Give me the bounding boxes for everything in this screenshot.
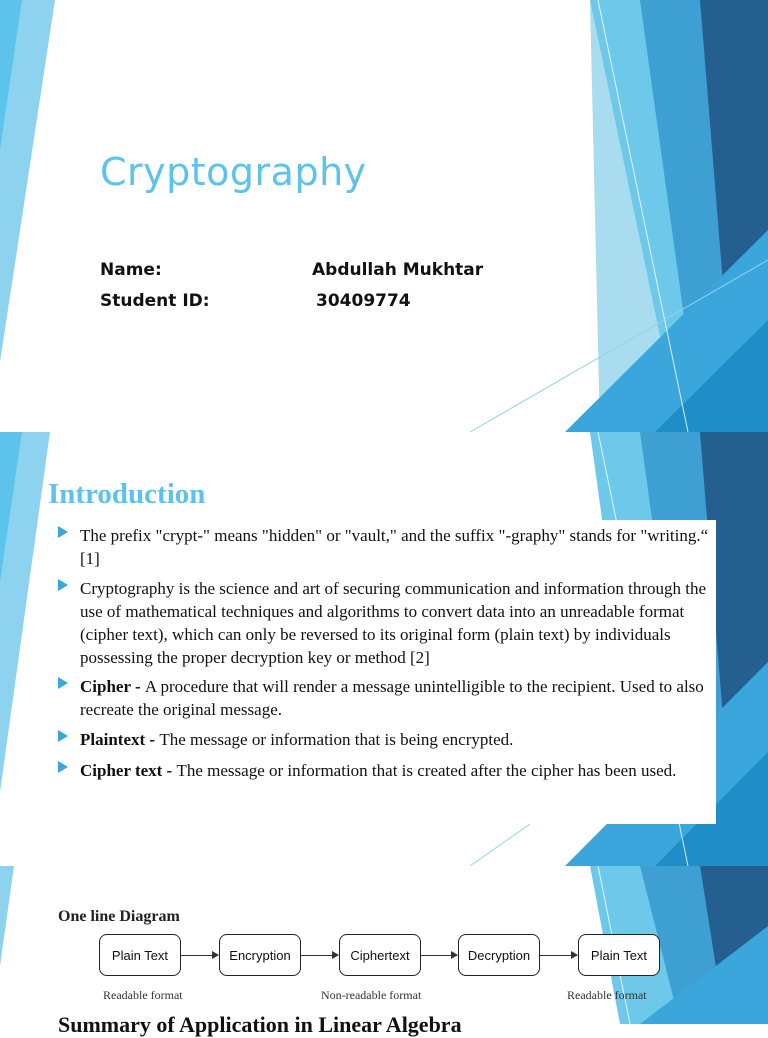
bullet-item: The prefix "crypt-" means "hidden" or "vault," and the suffix "-graphy" stands for "writing.“ [1] xyxy=(80,526,709,568)
diagram-title: One line Diagram xyxy=(58,908,180,925)
bullet-list xyxy=(54,520,716,824)
bullet-arrow-icon xyxy=(58,579,68,591)
bullet-arrow-icon xyxy=(58,677,68,689)
flow-box-plain-text: Plain Text xyxy=(99,934,181,976)
diagram-slide xyxy=(0,866,768,1037)
bullet-arrow-icon xyxy=(58,761,68,773)
flow-arrow-icon xyxy=(301,955,338,956)
student-id-value: 30409774 xyxy=(316,291,411,311)
introduction-slide xyxy=(0,432,768,866)
flow-arrow-icon xyxy=(540,955,577,956)
name-label: Name: xyxy=(100,260,162,280)
bullet-item: Plaintext - The message or information that is being encrypted. xyxy=(80,730,514,749)
student-id-label: Student ID: xyxy=(100,291,210,311)
bullet-arrow-icon xyxy=(58,730,68,742)
name-value: Abdullah Mukhtar xyxy=(312,260,484,280)
slide-title: Cryptography xyxy=(100,150,367,194)
flow-box-decryption: Decryption xyxy=(458,934,540,976)
flow-box-plain-text-output: Plain Text xyxy=(578,934,660,976)
title-slide xyxy=(0,0,768,432)
next-slide-heading: Summary of Application in Linear Algebra xyxy=(58,1012,462,1037)
flow-arrow-icon xyxy=(421,955,457,956)
bullet-arrow-icon xyxy=(58,526,68,538)
flow-box-ciphertext: Ciphertext xyxy=(339,934,421,976)
caption-readable-output: Readable format xyxy=(567,988,647,1002)
bullet-item: Cipher text - The message or information that is created after the cipher has been used. xyxy=(80,761,677,780)
bullet-item: Cipher - A procedure that will render a message unintelligible to the recipient. Used to also recreate the original message. xyxy=(80,677,704,719)
slide-background-shapes xyxy=(0,0,768,432)
slide-title: Introduction xyxy=(48,478,206,510)
caption-readable: Readable format xyxy=(103,988,183,1002)
caption-non-readable: Non-readable format xyxy=(321,988,422,1002)
flow-box-encryption: Encryption xyxy=(219,934,301,976)
bullet-item: Cryptography is the science and art of securing communication and information through the use of mathematical techniques and algorithms to convert data into an unreadable format (cipher text), which can only be reversed to its original form (plain text) by individuals possessing the proper decryption key or method [2] xyxy=(80,579,706,667)
flow-arrow-icon xyxy=(181,955,218,956)
